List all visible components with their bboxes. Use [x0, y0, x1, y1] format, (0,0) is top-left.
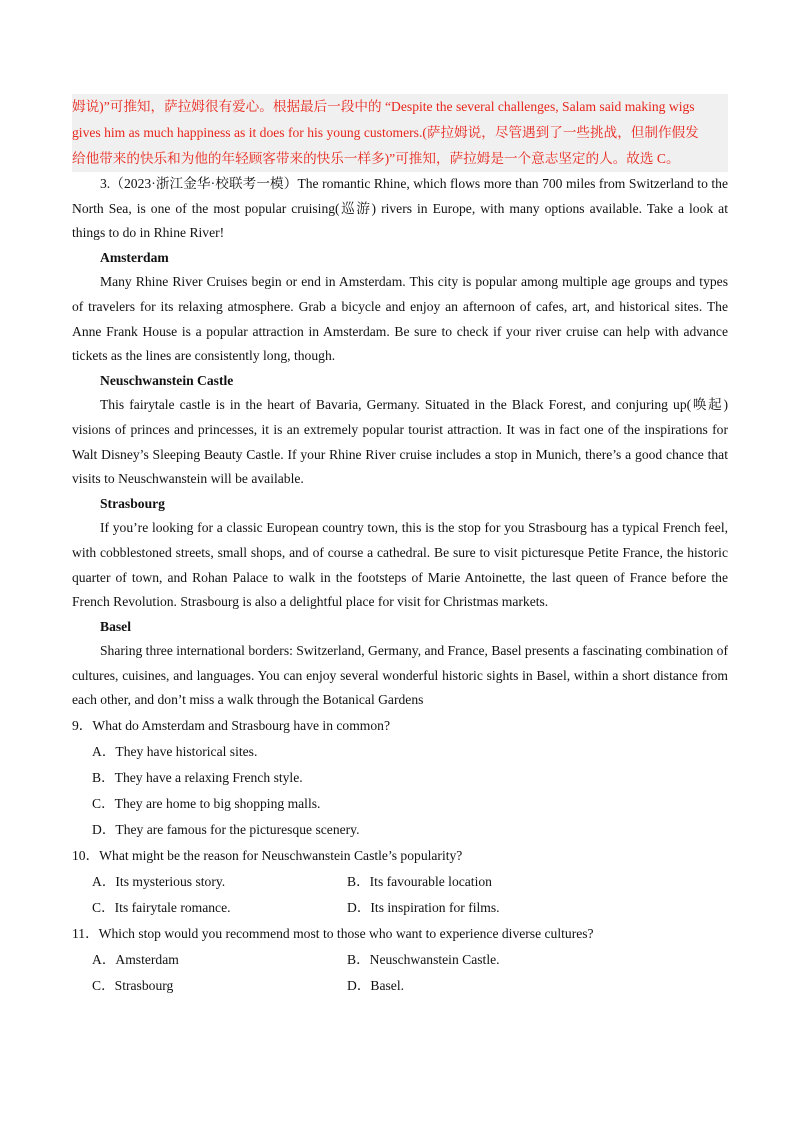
option-d[interactable]: D．They are famous for the picturesque scenery. — [92, 822, 360, 838]
option-a[interactable]: A．They have historical sites. — [92, 744, 258, 760]
option-d[interactable]: D．Basel. — [347, 978, 405, 994]
section-text-neuschwanstein: This fairytale castle is in the heart of Bavaria, Germany. Situated in the Black Forest, and conjuring up(唤起) visions of princes and princesses, it is an extremely popular tourist attraction. It was in fact one of the inspirations for Walt Disney’s Sleeping Beauty Castle. If your Rhine River cruise includes a stop in Munich, there’s a good chance that visits to Neuschwanstein will be available. — [72, 397, 728, 487]
passage-intro — [72, 172, 728, 246]
question-10 — [72, 843, 728, 921]
question-11 — [72, 921, 728, 999]
section-heading-neuschwanstein: Neuschwanstein Castle — [100, 372, 234, 388]
passage-intro-rest: to the North Sea, is one of the most popular cruising(巡游) rivers in Europe, with many options available. Take a look at things to do in Rhine River! — [72, 176, 728, 241]
option-b[interactable]: B．Its favourable location — [347, 874, 492, 890]
option-row — [72, 895, 728, 921]
answer-analysis — [72, 94, 728, 172]
question-9 — [72, 713, 728, 843]
section-text-basel: Sharing three international borders: Switzerland, Germany, and France, Basel presents a fascinating combination of cultures, cuisines, and languages. You can enjoy several wonderful historic sights in Basel, within a short distance from each other, and don’t miss a walk through the Botanical Gardens — [72, 643, 729, 708]
section-text-strasbourg: If you’re looking for a classic European country town, this is the stop for you Strasbourg has a typical French feel, with cobblestoned streets, small shops, and of course a cathedral. Be sure to visit picturesque Petite France, the historic quarter of town, and Rohan Palace to walk in the footsteps of Marie Antoinette, the last queen of France before the French Revolution. Strasbourg is also a delightful place for visit for Christmas markets. — [72, 520, 728, 610]
section-heading-strasbourg: Strasbourg — [100, 495, 165, 511]
analysis-line: 姆说)”可推知，萨拉姆很有爱心。根据最后一段中的 “Despite the several challenges, Salam said making wigs — [72, 99, 695, 114]
option-b[interactable]: B．They have a relaxing French style. — [92, 770, 303, 786]
question-stem: 10．What might be the reason for Neuschwanstein Castle’s popularity? — [72, 848, 463, 864]
option-row — [72, 869, 728, 895]
option-c[interactable]: C．They are home to big shopping malls. — [92, 796, 321, 812]
analysis-line: 给他带来的快乐和为他的年轻顾客带来的快乐一样多)”可推知，萨拉姆是一个意志坚定的人。故选 C。 — [72, 151, 680, 166]
option-d[interactable]: D．Its inspiration for films. — [347, 900, 500, 916]
question-stem: 11．Which stop would you recommend most to those who want to experience diverse cultures? — [72, 926, 594, 942]
option-a[interactable]: A．Its mysterious story. — [92, 874, 226, 890]
section-text-amsterdam: Many Rhine River Cruises begin or end in Amsterdam. This city is popular among multiple age groups and types of travelers for its relaxing atmosphere. Grab a bicycle and enjoy an afternoon of cafes, art, and historical sites. The Anne Frank House is a popular attraction in Amsterdam. Be sure to check if your river cruise can help with advance tickets as the lines are consistently long, though. — [72, 274, 728, 364]
reading-passage — [72, 172, 728, 713]
option-row — [72, 947, 728, 973]
option-a[interactable]: A．Amsterdam — [92, 952, 179, 968]
option-c[interactable]: C．Its fairytale romance. — [92, 900, 231, 916]
option-row — [72, 973, 728, 999]
section-heading-amsterdam: Amsterdam — [100, 249, 169, 265]
option-c[interactable]: C．Strasbourg — [92, 978, 174, 994]
page-content — [72, 94, 728, 999]
question-stem: 9．What do Amsterdam and Strasbourg have in common? — [72, 718, 391, 734]
passage-intro-line1: 3.（2023·浙江金华·校联考一模）The romantic Rhine, which flows more than 700 miles from Switzerland — [100, 176, 694, 191]
analysis-line: gives him as much happiness as it does for his young customers.(萨拉姆说，尽管遇到了一些挑战，但制作假发 — [72, 125, 699, 140]
option-b[interactable]: B．Neuschwanstein Castle. — [347, 952, 500, 968]
section-heading-basel: Basel — [100, 618, 131, 634]
